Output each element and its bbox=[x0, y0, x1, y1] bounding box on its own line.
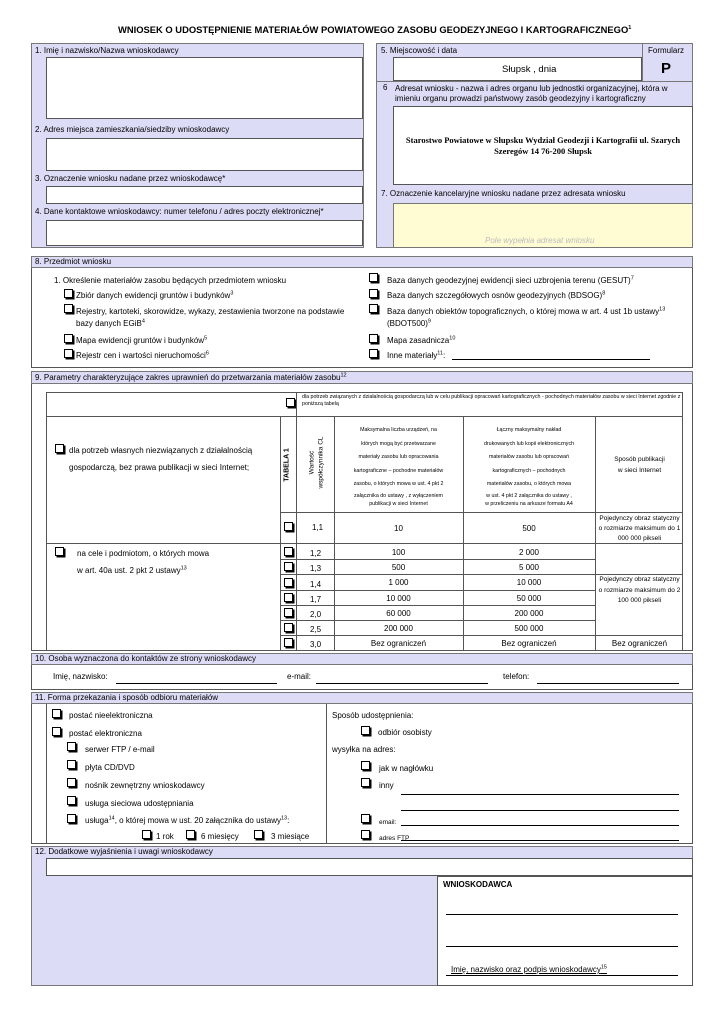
checkbox-network-service[interactable] bbox=[67, 796, 76, 805]
material-gesut: Baza danych geodezyjnej ewidencji sieci uzbrojenia terenu (GESUT)$^7$ bbox=[387, 275, 634, 285]
place-date-value: Słupsk , dnia bbox=[502, 64, 557, 75]
form-title: WNIOSEK O UDOSTĘPNIENIE MATERIAŁÓW POWIATOWEGO ZASOBU GEODEZYJNEGO I KARTOGRAFICZNEGO$^1$ bbox=[118, 24, 632, 35]
checkbox-cl-3-0[interactable] bbox=[284, 638, 293, 647]
checkbox-as-header[interactable] bbox=[361, 761, 370, 770]
row-rule bbox=[280, 605, 595, 606]
contact-email-input[interactable] bbox=[316, 683, 488, 684]
ftp-email-label: serwer FTP / e-mail bbox=[85, 745, 155, 754]
applicant-header: WNIOSKODAWCA bbox=[443, 880, 513, 889]
material-egib-map: Mapa ewidencji gruntów i budynków$^5$ bbox=[76, 335, 208, 345]
devices-value: Bez ograniczeń bbox=[370, 639, 427, 648]
prints-value: 2 000 bbox=[518, 548, 540, 557]
formularz-code: P bbox=[661, 60, 672, 77]
checkbox-pickup[interactable] bbox=[361, 726, 370, 735]
cl-value: 1,1 bbox=[312, 523, 324, 532]
row-rule bbox=[280, 559, 595, 560]
section-2-label: 2. Adres miejsca zamieszkania/siedziby wnioskodawcy bbox=[35, 125, 230, 134]
other-materials-line[interactable] bbox=[452, 359, 650, 360]
table-header-rule bbox=[280, 512, 683, 513]
section-6-label: Adresat wniosku - nazwa i adres organu lub jednostki organizacyjnej, która w imieniu organu prowadzi państwowy zasób geodezyjny i kartograficzny bbox=[395, 84, 668, 103]
col-publication-header: Sposób publikacji w sieci Internet bbox=[614, 456, 665, 474]
share-method-label: Sposób udostępnienia: bbox=[332, 711, 414, 720]
prints-value: 200 000 bbox=[514, 609, 544, 618]
contact-phone-input[interactable] bbox=[537, 683, 679, 684]
as-header-label: jak w nagłówku bbox=[379, 764, 434, 773]
section-10-label: 10. Osoba wyznaczona do kontaktów ze strony wnioskodawcy bbox=[35, 654, 257, 663]
contact-email-label: e-mail: bbox=[287, 672, 312, 681]
checkbox-cd-dvd[interactable] bbox=[67, 760, 76, 769]
row-rule bbox=[280, 590, 595, 591]
applicant-contact-field[interactable] bbox=[46, 220, 363, 246]
addressee-value: Starostwo Powiatowe w Słupsku Wydział Geodezji i Kartografii ul. Szarych Szeregów 14 76-200 Słupsk bbox=[405, 135, 681, 156]
remarks-field[interactable] bbox=[46, 858, 693, 876]
checkbox-bdsog[interactable] bbox=[369, 289, 378, 298]
checkbox-cl-1-2[interactable] bbox=[284, 547, 293, 556]
section-4-label: 4. Dane kontaktowe wnioskodawcy: numer telefonu / adres poczty elektronicznej* bbox=[35, 207, 324, 216]
service-label: usługa$^{14}$, o której mowa w ust. 20 załącznika do ustawy$^{13}$: bbox=[85, 815, 290, 825]
prints-value: 500 bbox=[522, 524, 536, 533]
checkbox-service[interactable] bbox=[67, 814, 76, 823]
section-5-label: 5. Miejscowość i data bbox=[381, 46, 458, 55]
section-3-label: 3. Oznaczenie wniosku nadane przez wnioskodawcę* bbox=[35, 174, 226, 183]
checkbox-gesut[interactable] bbox=[369, 273, 378, 282]
own-needs-line2: gospodarczą, bez prawa publikacji w sieci Internet; bbox=[69, 463, 250, 472]
col-devices-header: Maksymalna liczba urządzeń, na których mogą być przetwarzane materiały zasobu lub opracowania kartograficzne – pochodne materiałów zasobu, o których mowa w ust. 4 pkt 2 załącznika do ustawy , z wyłączeniem publikacji w sieci Internet bbox=[353, 427, 444, 507]
checkbox-own-needs[interactable] bbox=[55, 444, 64, 453]
devices-value: 500 bbox=[391, 563, 406, 572]
row-rule bbox=[280, 620, 595, 621]
period-6-months: 6 miesięcy bbox=[201, 832, 239, 841]
checkbox-cl-1-4[interactable] bbox=[284, 578, 293, 587]
cl-value: 1,2 bbox=[310, 549, 322, 558]
devices-value: 60 000 bbox=[386, 609, 411, 618]
contact-phone-label: telefon: bbox=[503, 672, 530, 681]
checkbox-cl-1-1[interactable] bbox=[284, 522, 293, 531]
material-bdsog: Baza danych szczegółowych osnów geodezyjnych (BDSOG)$^8$ bbox=[387, 290, 606, 300]
period-1-year: 1 rok bbox=[156, 832, 174, 841]
contact-name-label: Imię, nazwisko: bbox=[53, 672, 108, 681]
other-address-label: inny bbox=[379, 781, 394, 790]
pickup-label: odbiór osobisty bbox=[378, 728, 432, 737]
checkbox-electronic[interactable] bbox=[52, 727, 61, 736]
section-8-header bbox=[31, 256, 693, 268]
external-media-label: nośnik zewnętrzny wnioskodawcy bbox=[85, 781, 205, 790]
checkbox-cl-1-7[interactable] bbox=[284, 593, 293, 602]
section-6-number: 6 bbox=[383, 83, 388, 92]
art40a-line2: w art. 40a ust. 2 pkt 2 ustawy$^{13}$ bbox=[77, 565, 187, 575]
table-vline-opts bbox=[280, 416, 281, 651]
checkbox-commercial[interactable] bbox=[286, 398, 295, 407]
cd-dvd-label: płyta CD/DVD bbox=[85, 763, 135, 772]
section-8-item1: 1. Określenie materiałów zasobu będących przedmiotem wniosku bbox=[54, 276, 287, 285]
registry-mark-placeholder: Pole wypełnia adresat wniosku bbox=[485, 236, 595, 245]
checkbox-external-media[interactable] bbox=[67, 778, 76, 787]
send-address-label: wysyłka na adres: bbox=[332, 745, 396, 754]
checkbox-cl-1-3[interactable] bbox=[284, 562, 293, 571]
material-egib-registers: Rejestry, kartoteki, skorowidze, wykazy, zestawienia tworzone na podstawie bazy danych EGiB$^4$ bbox=[76, 307, 345, 328]
checkbox-price-register[interactable] bbox=[64, 349, 73, 358]
publication-value-1: Pojedynczy obraz statyczny o rozmiarze maksimum do 1 000 000 pikseli bbox=[598, 515, 681, 542]
section-12-label: 12. Dodatkowe wyjaśnienia i uwagi wnioskodawcy bbox=[35, 847, 213, 856]
ftp-delivery-line[interactable] bbox=[401, 840, 679, 841]
section-8-label: 8. Przedmiot wniosku bbox=[35, 257, 112, 266]
formularz-label: Formularz bbox=[648, 46, 685, 55]
section-9-label: 9. Parametry charakteryzujące zakres uprawnień do przetwarzania materiałów zasobu$^{12}$ bbox=[35, 372, 347, 382]
commercial-text: dla potrzeb związanych z działalnością gospodarczą lub w celu publikacji opracowań kartograficznych - pochodnych materiałów zasobu w sieci Internet zgodnie z poniższą tabelą bbox=[302, 394, 681, 407]
section-6-divider bbox=[376, 81, 693, 82]
table-vline-tabela bbox=[296, 392, 297, 651]
own-needs-line1: dla potrzeb własnych niezwiązanych z działalnością bbox=[69, 446, 253, 455]
prints-value: 5 000 bbox=[518, 563, 540, 572]
applicant-address-field[interactable] bbox=[46, 138, 363, 171]
checkbox-egib-registers[interactable] bbox=[64, 304, 73, 313]
art40a-line1: na cele i podmiotom, o których mowa bbox=[77, 549, 210, 558]
checkbox-email-delivery[interactable] bbox=[361, 814, 370, 823]
section-11-divider bbox=[326, 704, 327, 844]
checkbox-period-6-months[interactable] bbox=[186, 830, 195, 839]
checkbox-art40a[interactable] bbox=[55, 547, 64, 556]
checkbox-period-1-year[interactable] bbox=[142, 830, 151, 839]
email-delivery-label: email: bbox=[379, 819, 397, 826]
prints-value: 500 000 bbox=[514, 624, 544, 633]
checkbox-other-materials[interactable] bbox=[369, 349, 378, 358]
devices-value: 10 000 bbox=[386, 594, 411, 603]
material-price-register: Rejestr cen i wartości nieruchomości$^6$ bbox=[76, 350, 209, 360]
cl-header: Wartość współczynnika CL bbox=[308, 436, 324, 489]
cl-value: 3,0 bbox=[310, 640, 322, 649]
checkbox-ftp-delivery[interactable] bbox=[361, 830, 370, 839]
checkbox-bdot500[interactable] bbox=[369, 304, 378, 313]
signature-line-1[interactable] bbox=[446, 914, 678, 915]
section-11-label: 11. Forma przekazania i sposób odbioru materiałów bbox=[35, 693, 219, 702]
material-egib-dataset: Zbiór danych ewidencji gruntów i budynków$^3$ bbox=[76, 290, 234, 300]
devices-value: 1 000 bbox=[388, 578, 409, 587]
prints-value: 10 000 bbox=[516, 578, 542, 587]
material-other: Inne materiały$^{11}$: bbox=[387, 350, 446, 360]
table-top-rule bbox=[46, 416, 683, 417]
cl-value: 1,4 bbox=[310, 580, 322, 589]
publication-value-3: Bez ograniczeń bbox=[611, 639, 668, 648]
checkbox-other-address[interactable] bbox=[361, 778, 370, 787]
signature-line-3[interactable] bbox=[446, 975, 678, 976]
checkbox-egib-map[interactable] bbox=[64, 334, 73, 343]
contact-name-input[interactable] bbox=[116, 683, 277, 684]
network-service-label: usługa sieciowa udostępniania bbox=[85, 799, 194, 808]
applicant-name-field[interactable] bbox=[46, 57, 363, 119]
signature-line-2[interactable] bbox=[446, 946, 678, 947]
ftp-delivery-label: adres FTP bbox=[379, 835, 410, 842]
signature-caption: Imię, nazwisko oraz podpis wnioskodawcy$^{15}$ bbox=[451, 964, 607, 974]
material-bdot500: Baza danych obiektów topograficznych, o której mowa w art. 4 ust 1b ustawy$^{13}$ (BDOT500)$^9$ bbox=[387, 306, 666, 328]
devices-value: 10 bbox=[394, 524, 403, 533]
email-delivery-line[interactable] bbox=[401, 825, 679, 826]
prints-value: Bez ograniczeń bbox=[501, 639, 557, 648]
devices-value: 100 bbox=[391, 548, 406, 557]
row-rule bbox=[280, 574, 595, 575]
devices-value: 200 000 bbox=[384, 624, 413, 633]
checkbox-cl-2-5[interactable] bbox=[284, 623, 293, 632]
period-3-months: 3 miesiące bbox=[271, 832, 310, 841]
tabela-header: TABELA 1 bbox=[283, 448, 291, 482]
material-base-map: Mapa zasadnicza$^{10}$ bbox=[387, 335, 456, 345]
cl-value: 1,7 bbox=[310, 595, 322, 604]
checkbox-egib-dataset[interactable] bbox=[64, 289, 73, 298]
checkbox-ftp-email[interactable] bbox=[67, 742, 76, 751]
publication-value-2: Pojedynczy obraz statyczny o rozmiarze maksimum do 2 100 000 pikseli bbox=[598, 576, 681, 604]
checkbox-nonelectronic[interactable] bbox=[52, 709, 61, 718]
checkbox-cl-2-0[interactable] bbox=[284, 608, 293, 617]
applicant-reference-field[interactable] bbox=[46, 186, 363, 204]
section-7-label: 7. Oznaczenie kancelaryjne wniosku nadane przez adresata wniosku bbox=[381, 189, 626, 198]
section-1-label: 1. Imię i nazwisko/Nazwa wnioskodawcy bbox=[35, 46, 179, 55]
table-vline-print bbox=[595, 416, 596, 651]
electronic-label: postać elektroniczna bbox=[69, 729, 142, 738]
cl-value: 2,0 bbox=[310, 610, 322, 619]
checkbox-period-3-months[interactable] bbox=[254, 830, 263, 839]
col-prints-header: Łączny maksymalny nakład drukowanych lub kopii elektronicznych materiałów zasobu lub opracowań kartograficznych – pochodnych materiałów zasobu, o których mowa w ust. 4 pkt 2 załącznika do ustawy , w przeliczeniu na arkusze formatu A4 bbox=[483, 427, 575, 507]
cl-value: 1,3 bbox=[310, 564, 322, 573]
nonelectronic-label: postać nieelektroniczna bbox=[69, 711, 153, 720]
checkbox-base-map[interactable] bbox=[369, 334, 378, 343]
table-rule-a bbox=[46, 543, 683, 544]
table-rule-b bbox=[280, 635, 683, 636]
prints-value: 50 000 bbox=[516, 594, 542, 603]
other-address-line-2[interactable] bbox=[401, 810, 679, 811]
other-address-line-1[interactable] bbox=[401, 794, 679, 795]
cl-value: 2,5 bbox=[310, 625, 322, 634]
